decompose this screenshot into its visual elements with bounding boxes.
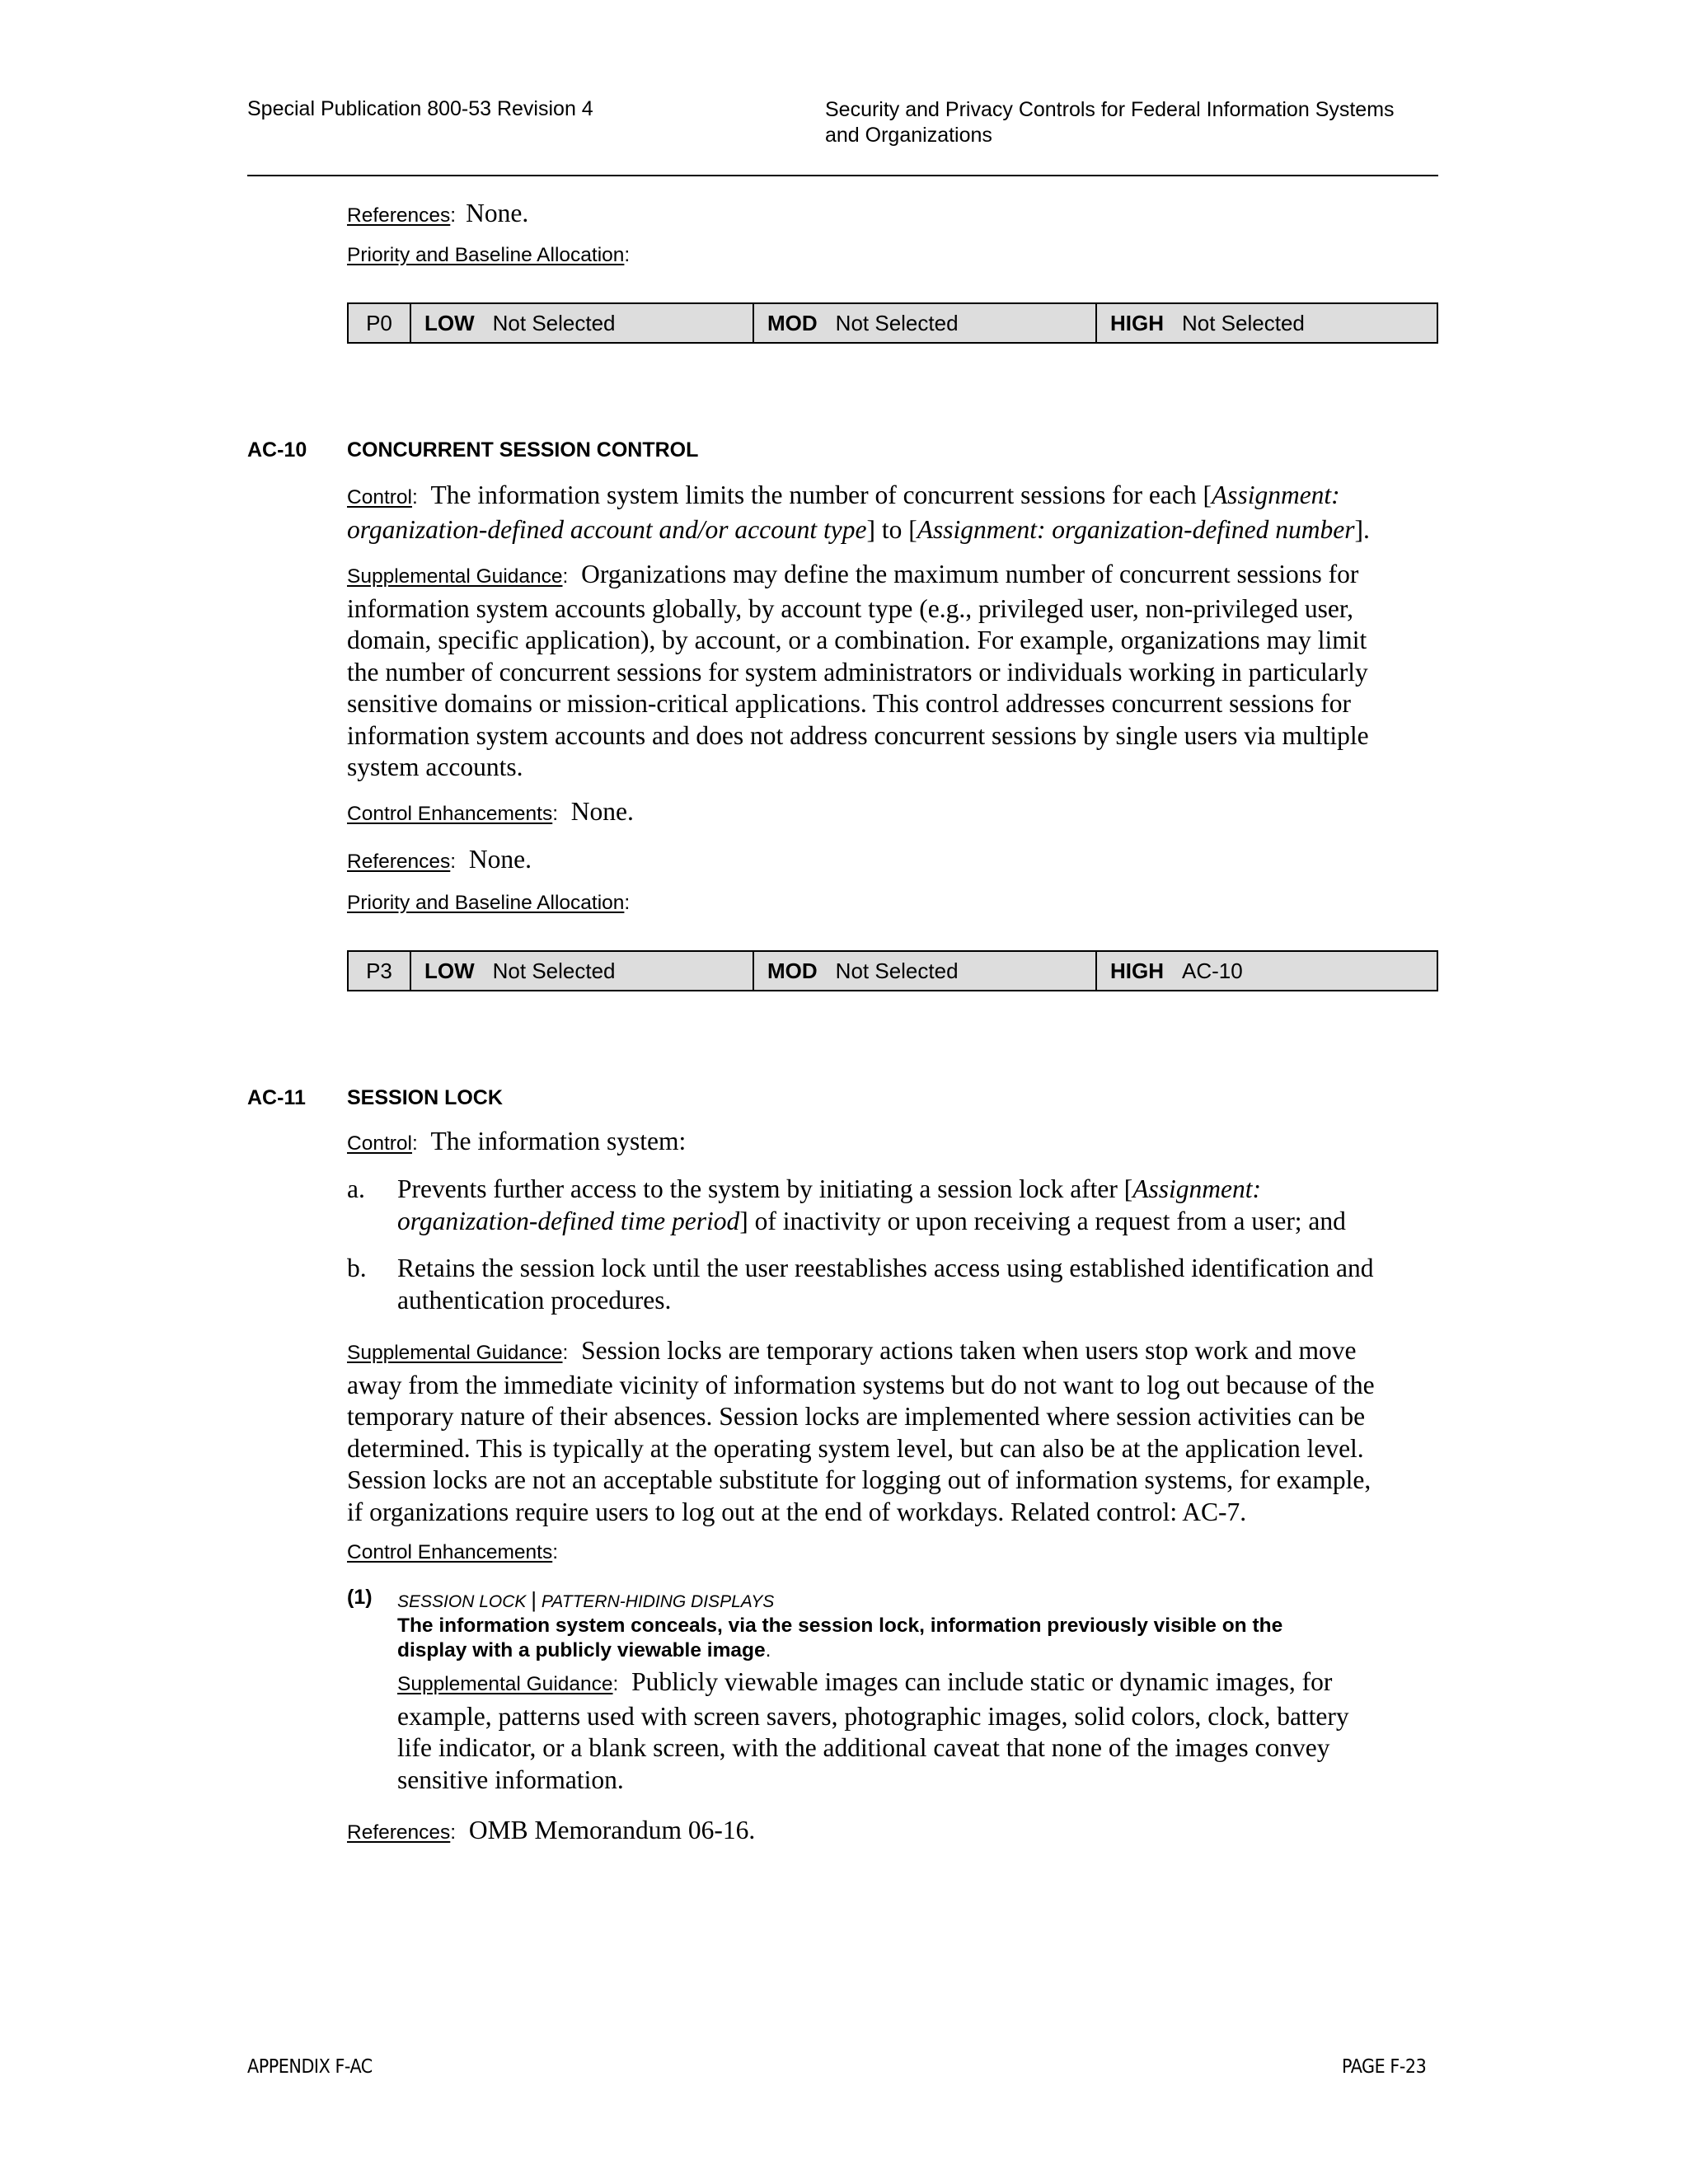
ac11-supplemental-guidance: Supplemental Guidance: Session locks are temporary actions taken when users stop work and move away from the immediate vicinity of information systems but do not want to log out because of the temporary nature of their absences. Session locks are implemented where session activities can be determined. This is typically at the operating system level, but can also be at the application level. Session locks are not an acceptable substitute for logging out of information systems, for example, if organizations require users to log out at the end of workdays. Related control: AC-7. — [347, 1336, 1375, 1526]
footer-appendix: APPENDIX F-AC — [247, 2056, 373, 2078]
control-title-ac11: SESSION LOCK — [347, 1086, 503, 1109]
priority-table-p3 — [347, 950, 1438, 991]
enhancements-label: Control Enhancements — [347, 1541, 553, 1563]
low-cell: LOW Not Selected — [411, 952, 754, 990]
enhancement-number: (1) — [347, 1586, 373, 1609]
prev-references: References: None. — [347, 199, 529, 227]
header-document-title — [825, 97, 1451, 148]
list-item-a: Prevents further access to the system by initiating a session lock after [Assignment: organization-defined time period] of inactivity or upon receiving a request from a user; and — [397, 1174, 1346, 1235]
header-document-title-line1: Security and Privacy Controls for Federal Information Systems — [825, 98, 1395, 121]
enhancement-statement: The information system conceals, via the session lock, information previously visible on the display with a publicly viewable image. — [397, 1615, 1283, 1661]
footer-page-number: PAGE F-23 — [1342, 2056, 1427, 2078]
mod-cell: MOD Not Selected — [754, 952, 1097, 990]
priority-label: Priority and Baseline Allocation — [347, 244, 625, 266]
ac11-enhancements-heading: Control Enhancements: — [347, 1541, 559, 1563]
priority-label: Priority and Baseline Allocation — [347, 892, 625, 914]
high-cell: HIGH AC-10 — [1110, 958, 1243, 983]
ac10-supplemental-guidance: Supplemental Guidance: Organizations may define the maximum number of concurrent sessions for information system accounts globally, by account type (e.g., privileged user, non-privileged user, domain, specific application), by account, or a combination. For example, organizations may limit the number of concurrent sessions for system administrators or individuals working in particularly sensitive domains or mission-critical applications. This control addresses concurrent sessions for information system accounts and does not address concurrent sessions by single users via multiple system accounts. — [347, 560, 1369, 781]
control-label: Control — [347, 1132, 412, 1155]
priority-table-p0 — [347, 302, 1438, 344]
ac10-enhancements: Control Enhancements: None. — [347, 797, 634, 826]
list-item-b-letter: b. — [347, 1254, 367, 1282]
control-id-ac10: AC-10 — [247, 438, 307, 462]
list-item-a-letter: a. — [347, 1174, 365, 1203]
references-label: References — [347, 851, 451, 873]
list-item-b: Retains the session lock until the user reestablishes access using established identification and authentication procedures. — [397, 1254, 1374, 1315]
guidance-label: Supplemental Guidance — [347, 565, 563, 588]
control-label: Control — [347, 486, 412, 509]
header-publication-title: Special Publication 800-53 Revision 4 — [247, 97, 593, 120]
high-cell: HIGH Not Selected — [1110, 310, 1305, 335]
ac10-control-statement: Control: The information system limits the number of concurrent sessions for each [Assignment: organization-defined account and/or account type] to [Assignment: organization-defined number]. — [347, 480, 1370, 544]
control-id-ac11: AC-11 — [247, 1086, 306, 1109]
enhancement-supplemental-guidance: Supplemental Guidance: Publicly viewable images can include static or dynamic images, for example, patterns used with screen savers, photographic images, solid colors, clock, battery life indicator, or a blank screen, with the additional caveat that none of the images convey sensitive information. — [397, 1667, 1349, 1794]
control-title-ac10: CONCURRENT SESSION CONTROL — [347, 438, 699, 462]
references-label: References — [347, 204, 451, 227]
header-document-title-line2: and Organizations — [825, 124, 992, 147]
ac10-references: References: None. — [347, 845, 532, 874]
enhancement-title: SESSION LOCK | PATTERN-HIDING DISPLAYS — [397, 1587, 775, 1612]
ac11-references: References: OMB Memorandum 06-16. — [347, 1816, 756, 1844]
ac11-control-statement: Control: The information system: — [347, 1127, 687, 1155]
guidance-label: Supplemental Guidance — [347, 1342, 563, 1364]
mod-cell: MOD Not Selected — [754, 304, 1097, 342]
header-divider — [247, 175, 1438, 176]
guidance-label: Supplemental Guidance — [397, 1673, 613, 1695]
references-value: None. — [466, 199, 529, 227]
references-label: References — [347, 1821, 451, 1844]
priority-cell: P3 — [349, 952, 411, 990]
enhancements-label: Control Enhancements — [347, 803, 553, 825]
low-cell: LOW Not Selected — [411, 304, 754, 342]
priority-cell: P0 — [349, 304, 411, 342]
ac10-priority-heading: Priority and Baseline Allocation: — [347, 892, 631, 914]
prev-priority-heading: Priority and Baseline Allocation: — [347, 244, 631, 266]
